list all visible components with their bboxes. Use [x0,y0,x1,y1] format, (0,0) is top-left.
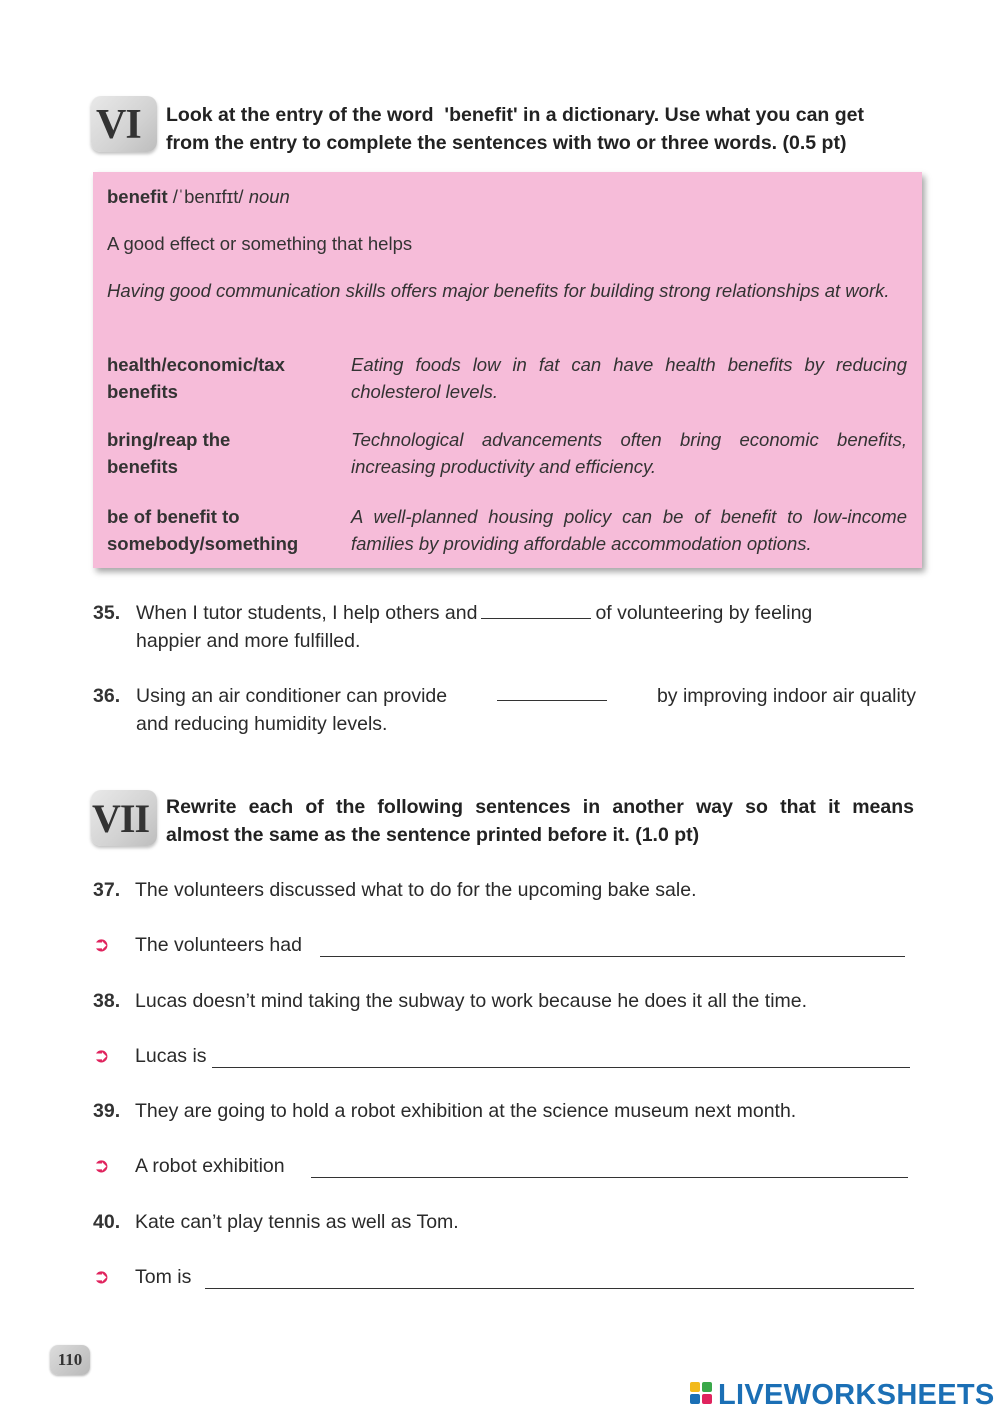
question-37-number: 37. [93,879,121,901]
question-38-answer-line[interactable] [212,1066,910,1068]
question-37-answer-line[interactable] [320,955,905,957]
logo-text: LIVEWORKSHEETS [718,1379,995,1411]
collocation-2-line2: benefits [107,456,178,477]
definition: A good effect or something that helps [107,233,413,254]
question-40-sentence: Kate can’t play tennis as well as Tom. [135,1211,459,1233]
collocation-phrase-2 [107,426,337,480]
question-35-number: 35. [93,602,121,624]
question-36-before: Using an air conditioner can provide [136,685,448,707]
question-36-line2: and reducing humidity levels. [136,713,388,735]
question-40-number: 40. [93,1211,121,1233]
collocation-3-line2: somebody/something [107,533,299,554]
collocation-2-line1: bring/reap the [107,429,231,450]
question-39-stem: A robot exhibition [135,1155,285,1177]
arrow-icon: ➲ [93,934,110,956]
part-of-speech: noun [248,186,290,207]
collocation-example-1: Eating foods low in fat can have health benefits by reducing cholesterol levels. [351,354,907,402]
arrow-icon: ➲ [93,1266,110,1288]
collocation-phrase-1 [107,351,337,405]
question-38-stem: Lucas is [135,1045,207,1067]
section-6-number: VI [96,102,141,148]
section-7-instruction-line2: almost the same as the sentence printed before it. (1.0 pt) [166,824,700,846]
question-35-before: When I tutor students, I help others and [136,602,478,624]
question-39-number: 39. [93,1100,121,1122]
section-6-instruction-line2: from the entry to complete the sentences with two or three words. (0.5 pt) [166,132,847,154]
question-38-number: 38. [93,990,121,1012]
question-39-answer-line[interactable] [311,1176,908,1178]
collocation-1-line1: health/economic/tax [107,354,285,375]
dictionary-entry-box [93,172,922,568]
section-7-number: VII [92,796,150,841]
collocation-example-3: A well-planned housing policy can be of benefit to low-income families by providing affordable accommodation options. [351,506,907,554]
arrow-icon: ➲ [93,1045,110,1067]
question-35-blank[interactable] [481,600,591,619]
arrow-icon: ➲ [93,1155,110,1177]
question-36-blank[interactable] [497,682,607,701]
collocation-phrase-3 [107,503,337,557]
section-7-instruction-line1: Rewrite each of the following sentences in another way so that it means [166,796,914,818]
question-40-answer-line[interactable] [205,1287,914,1289]
question-36-text [136,682,916,738]
logo-grid-icon [690,1382,714,1406]
pronunciation: /ˈbenɪfɪt/ [172,186,244,207]
question-40-stem: Tom is [135,1266,192,1288]
question-36-number: 36. [93,685,121,707]
question-37-stem: The volunteers had [135,934,302,956]
example-sentence: Having good communication skills offers major benefits for building strong relationships at work. [107,280,890,301]
question-36-after: by improving indoor air quality [656,685,916,707]
headword: benefit [107,186,168,207]
collocation-example-2: Technological advancements often bring economic benefits, increasing productivity and efficiency. [351,429,907,477]
question-35-after: of volunteering by feeling [595,602,813,624]
question-35-text [136,599,916,655]
page-number: 110 [50,1345,90,1375]
collocation-1-line2: benefits [107,381,178,402]
dictionary-headword-line [107,183,290,210]
question-37-sentence: The volunteers discussed what to do for the upcoming bake sale. [135,879,697,901]
question-38-sentence: Lucas doesn’t mind taking the subway to work because he does it all the time. [135,990,808,1012]
question-39-sentence: They are going to hold a robot exhibition at the science museum next month. [135,1100,797,1122]
section-6-instruction-line1: Look at the entry of the word 'benefit' in a dictionary. Use what you can get [166,104,865,126]
collocation-3-line1: be of benefit to [107,506,240,527]
question-35-line2: happier and more fulfilled. [136,630,361,652]
